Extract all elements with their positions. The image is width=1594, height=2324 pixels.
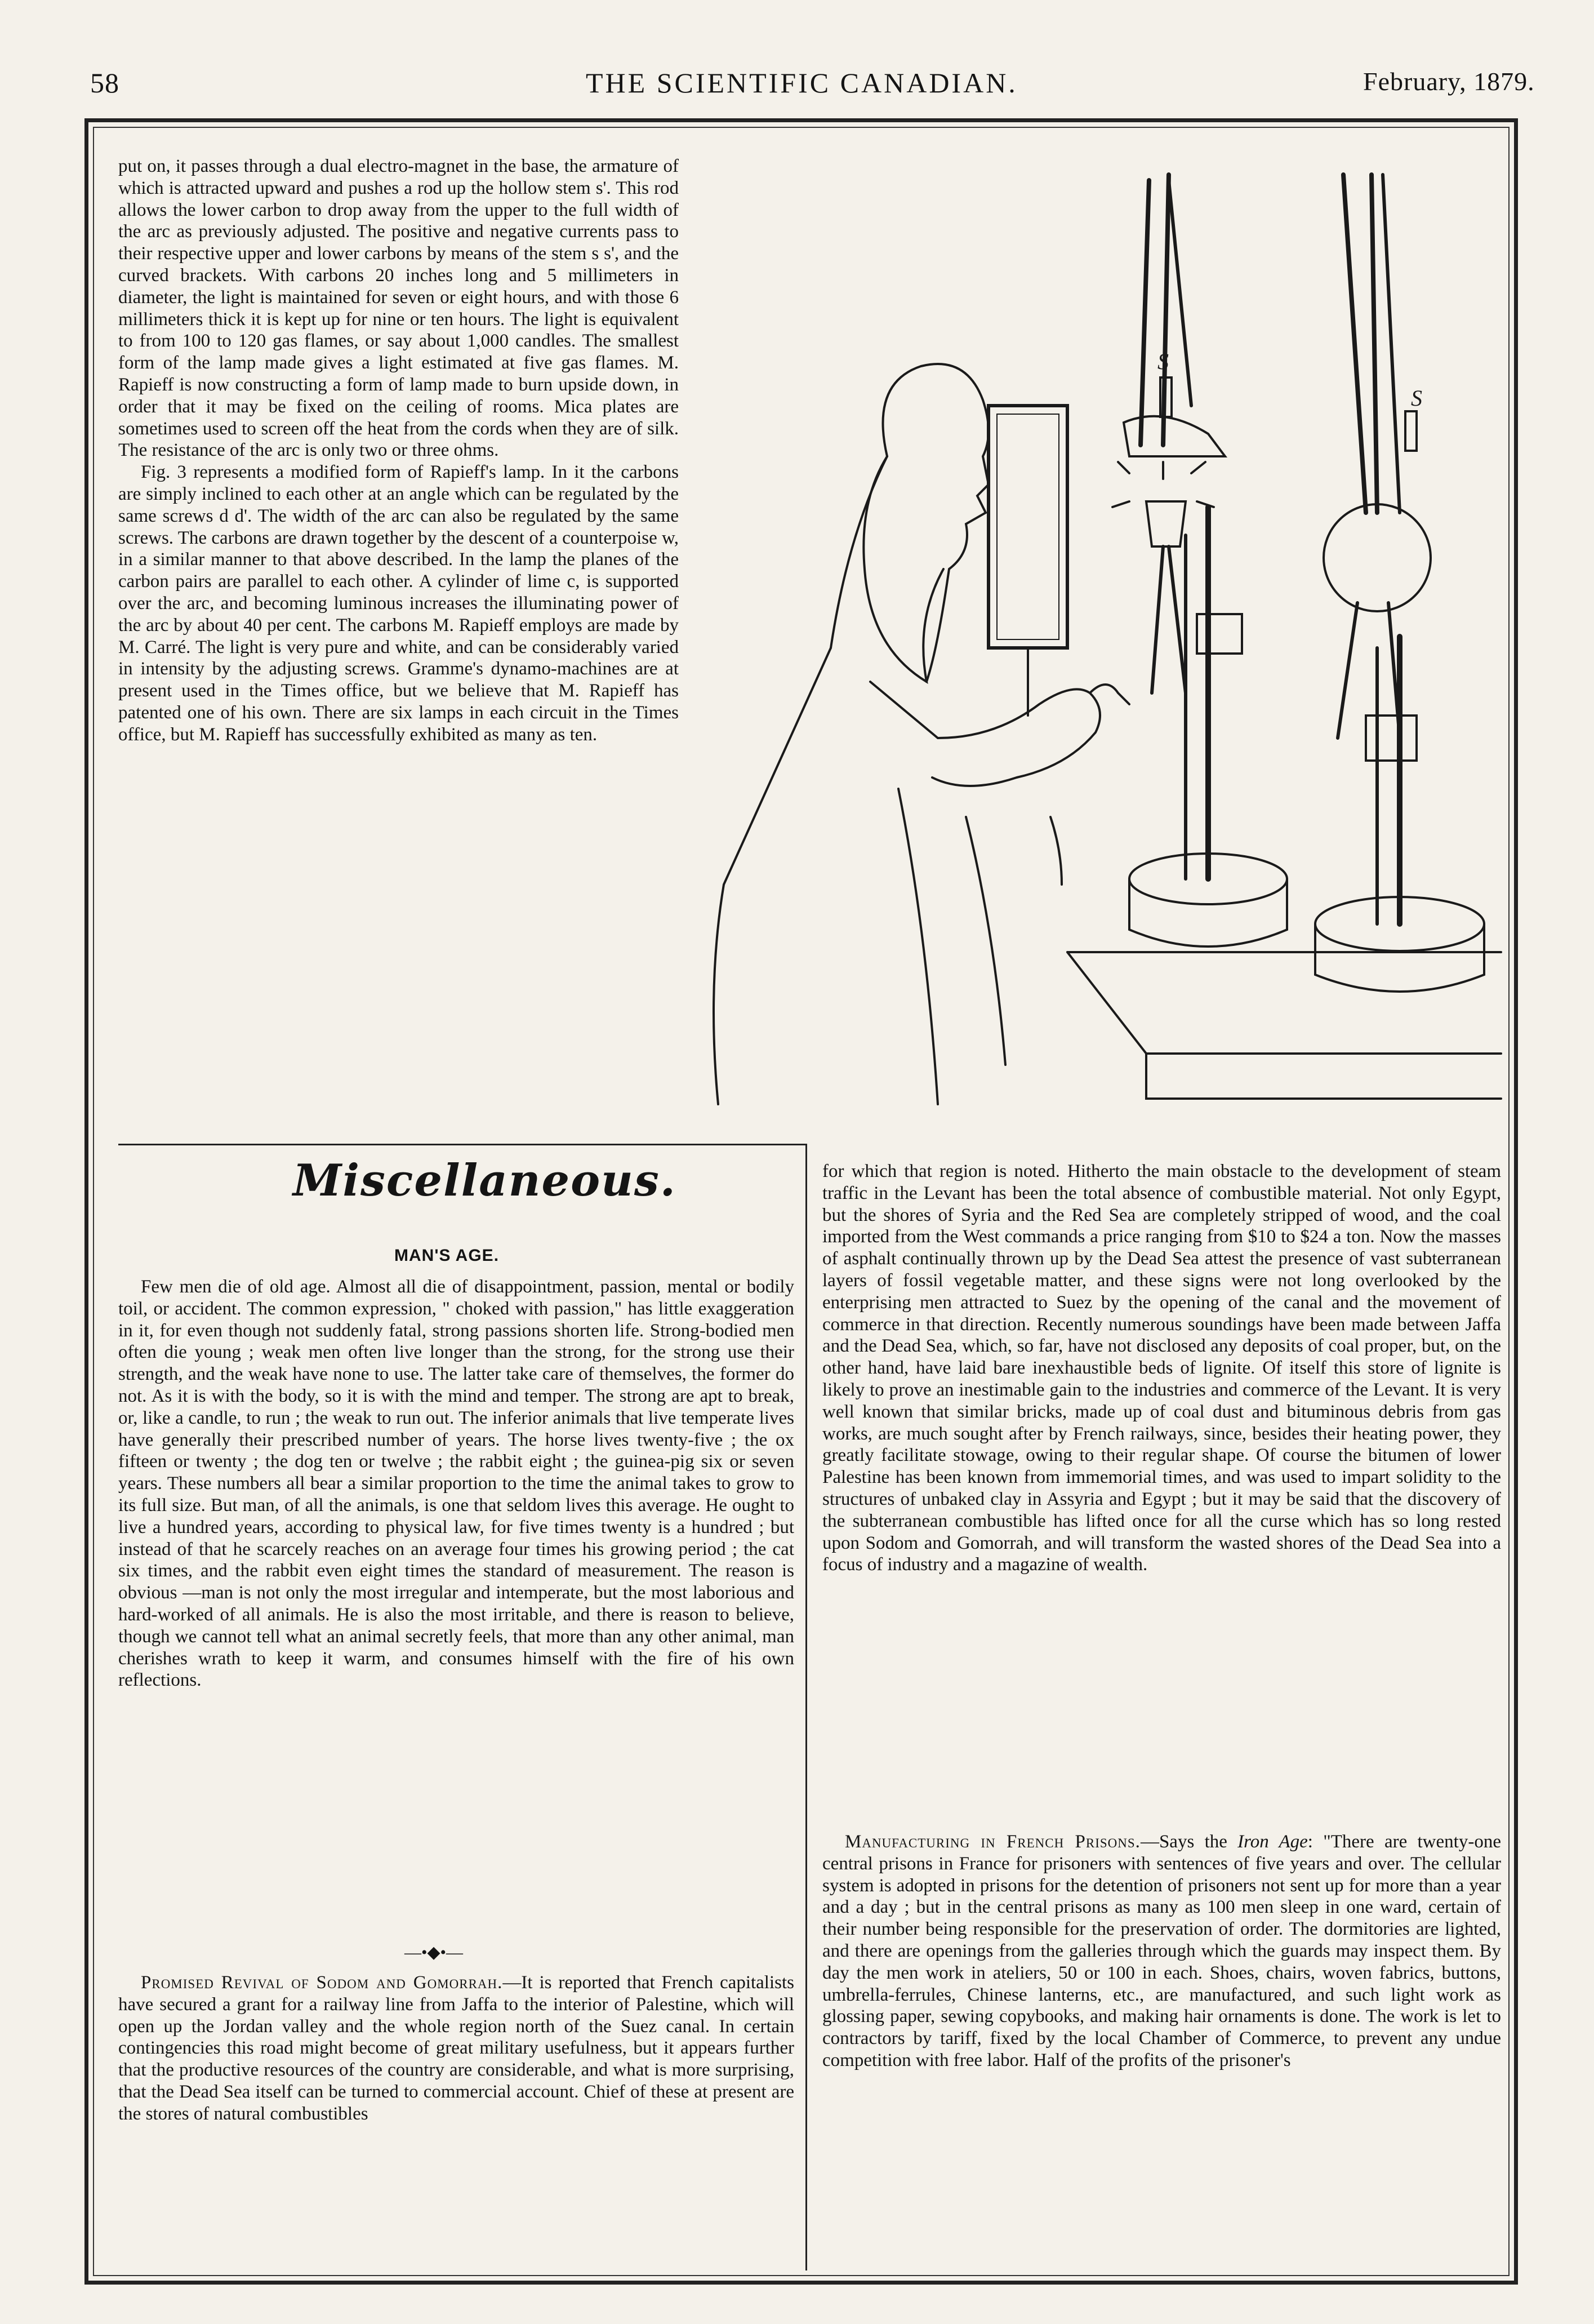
man-head-profile bbox=[883, 364, 989, 682]
section-divider bbox=[118, 1144, 805, 1145]
sodom-lead: Promised Revival of Sodom and Gomorrah. bbox=[141, 1972, 503, 1993]
prisons-column bbox=[822, 1831, 1501, 2072]
article-subhead-mans-age: MAN'S AGE. bbox=[394, 1246, 500, 1265]
right-column bbox=[822, 1161, 1501, 1576]
prisons-source: Iron Age bbox=[1237, 1832, 1308, 1852]
prisons-body: : "There are twenty-one central prisons in France for prisoners with sentences of five years and over. The cellular system is adopted in prisons for the detention of prisoners not sent up for more than a year and a day ; but in the central prisons as many as 100 men sleep in one ward, certain of their number being responsible for the preservation of order. The dormitories are lighted, and there are openings from the galleries through which the guards may inspect them. By day the men work in ateliers, 50 or 100 in each. Shoes, chairs, woven fabrics, buttons, umbrella-ferrules, Chinese lanterns, etc., are manufactured, and such light work as glossing paper, sewing copybooks, and making hair ornaments is done. The work is let to contractors by tariff, fixed by the local Chamber of Commerce, to prevent any undue competition with free labor. Half of the profits of the prisoner's bbox=[822, 1832, 1501, 2070]
rapieff-lamp-illustration bbox=[701, 141, 1510, 1121]
mans-age-column bbox=[118, 1276, 794, 1691]
table-outline bbox=[1067, 952, 1501, 1099]
section-heading-miscellaneous: Miscellaneous. bbox=[293, 1155, 676, 1206]
sodom-body: —It is reported that French capitalists have secured a grant for a railway line from Jaffa to the interior of Palestine, which will open up the Jordan valley and the whole region north of the Suez canal. In certain contingencies this road might become of great military usefulness, but it appears further that the productive resources of the country are considerable, and what is more surprising, that the Dead Sea itself can be turned to commercial account. Chief of these at present are the stores of natural combustibles bbox=[118, 1972, 794, 2124]
lamp-article-column bbox=[118, 155, 679, 746]
mans-age-text: Few men die of old age. Almost all die of disappointment, passion, mental or bodily toil, or accident. The common expression, " choked with passion," has little exaggeration in it, for even though not suddenly fatal, strong passions shorten life. Strong-bodied men often die young ; weak men often live longer than the strong, for the strong use their strength, and the weak have none to use. The latter take care of themselves, the former do not. As it is with the body, so it is with the mind and temper. The strong are apt to break, or, like a candle, to run ; the weak to run out. The inferior animals that live temperate lives have generally their prescribed number of years. The horse lives twenty-five ; the ox fifteen or twenty ; the dog ten or twelve ; the rabbit eight ; the guinea-pig six or seven years. These numbers all bear a similar proportion to the time the animal takes to grow to its full size. But man, of all the animals, is one that seldom lives this average. He ought to live a hundred years, according to physical law, for five times twenty is a hundred ; but instead of that he scarcely reaches on an average four times his growing period ; the cat six times, and the rabbit even eight times the standard of measurement. The reason is obvious —man is not only the most irregular and intemperate, but the most laborious and hard-worked of all animals. He is also the most irritable, and there is reason to believe, though we cannot tell what an animal secretly feels, that more than any other animal, man cherishes wrath to keep it warm, and consumes himself with the fire of his own reflections. bbox=[118, 1277, 794, 1691]
prisons-paragraph bbox=[822, 1831, 1501, 2072]
prisons-lead: Manufacturing in French Prisons. bbox=[845, 1832, 1141, 1852]
lime-cylinder-globe bbox=[1324, 504, 1431, 611]
column-divider bbox=[805, 1144, 807, 2270]
sodom-continued-text: for which that region is noted. Hitherto the main obstacle to the development of steam traffic in the Levant has been the total absence of combustible material. Not only Egypt, but the shores of Syria and the Red Sea are completely stripped of wood, and the coal imported from the West commands a price ranging from $10 to $24 a ton. Now the masses of asphalt continually thrown up by the Dead Sea attest the presence of vast subterranean layers of fossil vegetable matter, and these signs were not long overlooked by the enterprising men attracted to Suez by the opening of the canal and the movement of commerce in that direction. Recently numerous soundings have been made between Jaffa and the Dead Sea, which, so far, have not disclosed any deposits of coal proper, but, on the other hand, have laid bare inexhaustible beds of lignite. Of itself this store of lignite is likely to prove an inestimable gain to the industries and commerce of the Levant. It is very well known that similar bricks, made up of coal dust and bituminous debris from gas works, are much sought after by French railways, since, besides their heating power, they greatly facilitate stowage, owing to their regular shape. Of course the bitumen of lower Palestine has been known from immemorial times, and was used to impart solidity to the structures of unbaked clay in Assyria and Egypt ; but it may be said that the discovery of the subterranean combustible has lifted once for all the curse which has so long rested upon Sodom and Gomorrah, and will transform the wasted shores of the Dead Sea into a focus of industry and a magazine of wealth. bbox=[822, 1161, 1501, 1575]
man-arm bbox=[870, 682, 1100, 786]
lamp-paragraph-2: Fig. 3 represents a modified form of Rapieff's lamp. In it the carbons are simply inclined to each other at an angle which can be regulated by the same screws d d'. The width of the arc can also be regulated by the same screws. The carbons are drawn together by the descent of a counterpoise w, in a similar manner to that above described. In the lamp the planes of the carbon pairs are parallel to each other. A cylinder of lime c, is supported over the arc, and becoming luminous increases the illuminating power of the arc by about 40 per cent. The carbons M. Rapieff employs are made by M. Carré. The light is very pure and white, and can be considerably varied in intensity by the adjusting screws. Gramme's dynamo-machines are at present used in the Times office, but we believe that M. Rapieff has patented one of his own. There are six lamps in each circuit in the Times office, but M. Rapieff has successfully exhibited as many as ten. bbox=[118, 462, 679, 745]
section-ornament: —•◆•— bbox=[404, 1943, 464, 1962]
issue-date: February, 1879. bbox=[1363, 67, 1535, 96]
prisons-intro: —Says the bbox=[1140, 1832, 1238, 1852]
sodom-column bbox=[118, 1972, 794, 2125]
sodom-paragraph bbox=[118, 1972, 794, 2125]
stem-label-left: S bbox=[1157, 349, 1169, 374]
stem-label-right: S bbox=[1411, 385, 1422, 411]
man-beard bbox=[863, 456, 943, 682]
man-back bbox=[714, 648, 831, 1104]
lamp-paragraph-1: put on, it passes through a dual electro-magnet in the base, the armature of which is attracted upward and pushes a rod up the hollow stem s'. This rod allows the lower carbon to drop away from the upper to the full width of the arc as previously adjusted. The positive and negative currents pass to their respective upper and lower carbons by means of the stem s s', and the curved brackets. With carbons 20 inches long and 5 millimeters in diameter, the light is maintained for seven or eight hours, and with those 6 millimeters thick it is kept up for nine or ten hours. The light is equivalent to from 100 to 120 gas flames, or say about 1,000 candles. The smallest form of the lamp made gives a light estimated at five gas flames. M. Rapieff is now constructing a form of lamp made to burn upside down, in order that it may be fixed on the ceiling of rooms. Mica plates are sometimes used to screen off the heat from the cords when they are of silk. The resistance of the arc is only two or three ohms. bbox=[118, 156, 679, 461]
publication-title: THE SCIENTIFIC CANADIAN. bbox=[586, 67, 1018, 99]
mica-screen bbox=[989, 406, 1067, 648]
page-number: 58 bbox=[90, 67, 119, 99]
